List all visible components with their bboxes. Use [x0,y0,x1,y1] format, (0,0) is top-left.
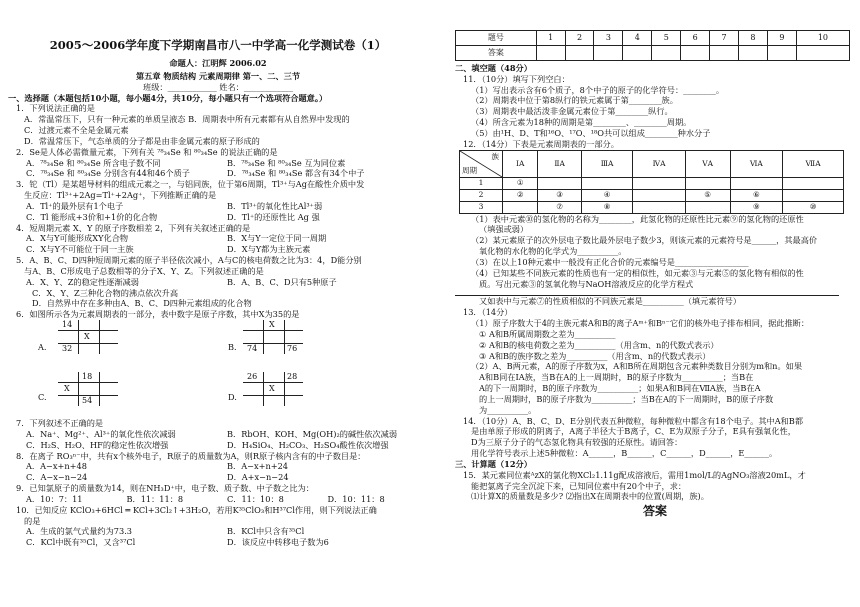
question-4-options-row2 [8,244,428,255]
question-12-4-cont: 质。写出元素③的氢氧化物与NaOH溶液反应的化学方程式 [479,278,694,289]
question-7: 7．下列叙述不正确的是 [16,418,104,429]
question-3-cont: 生反应：Tl³⁺+2Ag=Tl⁺+2Ag⁺，下列推断正确的是 [24,190,217,201]
option-c: C．Tl 能形成+3价和+1价的化合物 [26,211,158,222]
question-5: 5．A、B、C、D四种短周期元素的原子半径依次减小，A与C的核电荷数之比为3：4，D能分别 [16,255,362,266]
question-13-1: （1）原子序数大于4的主族元素A和B的离子Aᵐ⁺和Bⁿ⁻它们的核外电子排布相同，据此推断： [471,318,810,329]
table-cell [730,177,783,189]
question-3: 3．铊（Tl）是某超导材料的组成元素之一，与铝同族，位于第6周期，Tl³⁺与Ag在酸性介质中发 [16,179,365,190]
q6a-x: X [84,332,90,342]
option-c: C．⁷⁸₃₄Se 和 ⁸⁰₃₄Se 分别含有44和46个质子 [26,168,190,179]
option-d: D．X与Y都为主族元素 [227,244,311,255]
question-12-2-cont: 氧化物的水化物的化学式为__________。 [479,246,627,257]
question-13-2: （2）A、B两元素，A的原子序数为x，A和B所在周期包含元素种类数目分别为m和n。如果 [471,361,803,372]
option-c: C．X与Y不可能位于同一主族 [26,244,134,255]
answer-cell[interactable] [681,46,710,61]
question-15: 15．某元素同位素ᴬzX的氯化物XCl₂1.11g配成溶液后，需用1mol/L的AgNO₃溶液20mL，才 [463,469,806,480]
question-15-cont2: ⑴计算X的质量数是多少? ⑵指出X在周期表中的位置(周期，族)。 [471,491,709,502]
option-b: B．⁷⁸₃₄Se 和 ⁸⁰₃₄Se 互为同位素 [227,157,346,168]
table-cell [633,189,686,201]
question-11-1: （1）写出表示含有6个质子，8个中子的原子的化学符号：________。 [471,84,725,95]
q6-label-b: B. [228,342,237,353]
question-3-options-row1 [8,201,428,212]
option-b: B．RbOH、KOH、Mg(OH)₂的碱性依次减弱 [227,428,398,439]
answer-grid-header: 8 [739,31,768,46]
answer-grid-header: 3 [594,31,623,46]
question-13-2e: 为__________。 [479,404,537,415]
answer-grid-header: 10 [796,31,849,46]
table-cell: ③ [538,189,581,201]
table-cell: ⑦ [538,201,581,213]
answer-grid-answer-row [456,46,850,61]
question-1-option-c: C．过渡元素不全是金属元素 [24,125,129,136]
right-column [455,0,855,520]
group-header: ⅠA [503,150,538,177]
answer-row-label: 答案 [456,46,537,61]
q6b-x: X [269,320,275,330]
question-5-option-c: C．X、Y、Z三种化合物的沸点依次升高 [32,287,179,298]
table-cell: ⑨ [730,201,783,213]
question-13: 13．（14分） [463,307,513,318]
answer-cell[interactable] [739,46,768,61]
question-14-cont: 是由单原子形成的阴离子，A离子半径大于B离子，C、E为双原子分子，E具有强氧化性， [471,426,796,437]
question-12-4-cont2: 又如表中与元素⑦的性质相似的不同族元素是__________（填元素符号） [479,296,742,307]
question-1-option-ab: A．常温常压下，只有一种元素的单质呈液态 B．周期表中所有元素都有从自然界中发现的 [24,114,350,125]
question-11-2: （2）周期表中位于第8纵行的铁元素属于第________族。 [471,95,678,106]
chapter-line: 第五章 物质结构 元素周期律 第一、二、三节 [135,71,301,81]
question-5-options-row1 [8,277,428,288]
question-7-options-row2 [8,440,428,451]
answer-cell[interactable] [623,46,652,61]
q6b-num-left: 74 [247,344,258,354]
option-c: C．11：10：8 [227,493,284,504]
table-cell: ① [503,177,538,189]
question-12-3: （3）在以上10种元素中一般没有正化合价的元素编号是__________________ [471,256,749,267]
question-4: 4．短周期元素 X、Y 的原子序数相差 2，下列有关叙述正确的是 [16,222,251,233]
answer-grid-header: 7 [710,31,739,46]
q6-label-d: D. [228,392,237,403]
answer-grid [455,30,850,61]
q6-figure-c [58,372,148,424]
answer-cell[interactable] [594,46,623,61]
section-3-heading: 三、计算题（12分） [455,458,532,469]
question-13-1c: ③ A和B的族序数之差为__________（用含m、n的代数式表示） [479,350,711,361]
option-a: A．X与Y可能形成XY化合物 [26,233,129,244]
question-3-options-row2 [8,212,428,223]
question-13-1a: ① A和B所属周期数之差为__________ [479,328,616,339]
answer-grid-header: 5 [652,31,681,46]
question-9-options [8,494,428,505]
question-12-1-cont: （填强或弱） [479,224,529,235]
left-column [8,0,428,548]
table-cell: ⑧ [581,201,633,213]
table-cell: ⑤ [685,189,730,201]
q6d-num-left: 26 [247,372,258,382]
question-2: 2．Se是人体必需微量元素，下列有关 ⁷⁸₃₄Se 和 ⁸⁰₃₄Se 的说法正确的是 [16,146,278,157]
table-cell [633,177,686,189]
section-2-heading: 二、填空题（48分） [455,63,532,73]
option-a: A．生成的氯气式量约为73.3 [26,526,133,537]
group-header: ⅡA [538,150,581,177]
table-cell [633,201,686,213]
q6c-num-bottom: 54 [82,396,93,406]
question-15-cont: 能把氯离子完全沉淀下来，已知同位素中有20个中子，求： [471,480,687,491]
q6b-num-right: 76 [287,344,298,354]
corner-label-group: 族 [491,151,499,161]
question-5-option-d: D．自然界中存在多种由A、B、C、D四种元素组成的化合物 [32,298,252,309]
period-label: 3 [460,201,503,213]
table-cell [783,177,844,189]
question-11-3: （3）周期表中最活泼非金属元素位于第________纵行。 [471,106,673,117]
table-cell [538,177,581,189]
question-14-cont3: 用化学符号表示上述5种微粒：A______，B______，C______，D______，E______。 [471,448,778,459]
answer-grid-header: 2 [565,31,594,46]
question-12: 12．（14分）下表是元素周期表的一部分。 [463,138,619,149]
answer-heading: 答案 [642,504,667,519]
option-a: A．X、Y、Z的稳定性逐渐减弱 [26,276,139,287]
q6a-num-top: 14 [62,320,73,330]
q6d-num-right: 28 [287,372,298,382]
question-8-options-row1 [8,461,428,472]
question-10: 10．已知反应 KClO₃+6HCl ═ KCl+3Cl₂↑+3H₂O，若用K³⁵ClO₃和H³⁷Cl作用，则下列说法正确 [16,504,377,515]
option-d: D．该反应中转移电子数为6 [227,537,329,548]
answer-blank-line[interactable] [455,289,839,296]
answer-grid-header: 1 [536,31,565,46]
question-14-cont2: D为三原子分子的气态氢化物具有较强的还原性。请回答： [471,437,683,448]
answer-cell[interactable] [536,46,565,61]
answer-grid-header: 9 [767,31,796,46]
question-10-options-row1 [8,526,428,537]
option-a: A．10：7：11 [26,493,83,504]
period-label: 2 [460,189,503,201]
q6-label-c: C. [38,392,47,403]
option-d: D．10：11：8 [327,493,385,504]
group-header: ⅦA [783,150,844,177]
question-12-4: （4）已知某些不同族元素的性质也有一定的相似性，如元素③与元素⑤的氢化物有相似的性 [471,267,804,278]
answer-cell[interactable] [652,46,681,61]
question-14: 14．（10分）A、B、C、D、E分别代表五种微粒，每种微粒中都含有18个电子。其中A和B都 [463,415,804,426]
group-header: ⅣA [633,150,686,177]
periodic-table-corner [460,150,503,177]
table-cell [685,201,730,213]
option-b: B．KCl中只含有³⁵Cl [227,526,305,537]
group-header: ⅥA [730,150,783,177]
question-13-1b: ② A和B的核电荷数之差为__________（用含m、n的代数式表示） [479,339,719,350]
option-b: B．X与Y一定位于同一周期 [227,233,327,244]
answer-cell[interactable] [565,46,594,61]
q6a-num-bottom: 32 [62,344,73,354]
option-b: B．A、B、C、D只有5种原子 [227,276,337,287]
question-4-options-row1 [8,233,428,244]
q6-figure-b [243,320,333,372]
question-13-2b: A和B同在ⅠA族，当B在A的上一周期时，B的原子序数为__________；当B在 [479,372,754,383]
page-title: 2005～2006学年度下学期南昌市八一中学高一化学测试卷（1） [49,38,387,52]
question-6-figures [8,320,428,418]
table-cell: ④ [581,189,633,201]
question-8: 8．在离子 RO₃ⁿ⁻中，共有x个核外电子，R原子的质量数为A，则R原子核内含有的中子数目是： [16,450,366,461]
group-header: ⅤA [685,150,730,177]
table-cell: ⑩ [783,201,844,213]
question-2-options-row1 [8,158,428,169]
option-a: A．Na⁺、Mg²⁺、Al³⁺的氧化性依次减弱 [26,428,176,439]
question-7-options-row1 [8,429,428,440]
question-2-options-row2 [8,168,428,179]
option-a: A．A−x+n+48 [26,461,87,472]
period-label: 1 [460,177,503,189]
option-c: C．A−x−n−24 [26,472,88,483]
question-8-options-row2 [8,472,428,483]
section-1-heading: 一、选择题（本题包括10小题，每小题4分，共10分，每小题只有一个选项符合题意。） [8,92,328,103]
question-1-option-d: D．常温常压下，气态单质的分子都是由非金属元素的原子形成的 [24,135,260,146]
periodic-table-fragment [459,150,844,214]
answer-grid-header: 6 [681,31,710,46]
question-12-2: （2）某元素原子的次外层电子数比最外层电子数少3，则该元素的元素符号是______，其最高价 [471,235,818,246]
question-11-4: （4）所含元素为18种的周期是第________、________周期。 [471,117,692,128]
option-a: A．⁷⁸₃₄Se 和 ⁸⁰₃₄Se 所含电子数不同 [26,157,161,168]
q6d-x: X [269,384,275,394]
option-a: A．Tl⁺的最外层有1个电子 [26,200,124,211]
answer-cell[interactable] [767,46,796,61]
q6-figure-a [58,320,148,372]
question-10-options-row2 [8,537,428,548]
corner-label-period: 周期 [462,165,477,175]
question-5-cont: 与A、B、C形成电子总数相等的分子X、Y、Z。下列叙述正确的是 [24,265,264,276]
question-11: 11．（10分）填写下列空白： [463,73,570,84]
option-d: D．A+x−n−24 [227,472,289,483]
answer-grid-header: 题号 [456,31,537,46]
answer-cell[interactable] [796,46,849,61]
q6-figure-d [243,372,333,424]
option-b: B．11：11：8 [126,493,184,504]
class-name-line: 班级：____________ 姓名：____________ [143,81,293,92]
option-c: C．KCl中既有³⁵Cl，又含³⁷Cl [26,537,136,548]
question-11-5: （5）由¹H、D、T和¹⁶O、¹⁷O、¹⁸O共可以组成________种水分子 [471,127,711,138]
table-cell: ⑥ [730,189,783,201]
question-12-1: （1）表中元素⑩的氢化物的名称为________，此氢化物的还原性比元素⑨的氢化物的还原性 [471,213,804,224]
answer-grid-header: 4 [623,31,652,46]
question-10-cont: 的是 [24,515,41,526]
option-b: B．A−x+n+24 [227,461,289,472]
table-cell [503,201,538,213]
option-d: D．H₄SiO₄、H₂CO₃、H₂SO₄酸性依次增强 [227,439,389,450]
table-cell: ② [503,189,538,201]
question-1: 1．下列说法正确的是 [16,103,95,114]
question-13-2d: 的上一周期时，B的原子序数为__________；当B在A的下一周期时，B的原子序数 [479,393,774,404]
option-b: B．Tl³⁺的氧化性比Al³⁺弱 [227,200,323,211]
option-d: D．⁷⁸₃₄Se 和 ⁸⁰₃₄Se 都含有34个中子 [227,168,365,179]
table-cell [581,177,633,189]
author-line: 命题人：江明辉 2006.02 [169,58,267,69]
question-6: 6．如图所示各为元素周期表的一部分，表中数字是原子序数，其中X为35的是 [16,309,300,320]
table-cell [685,177,730,189]
q6c-num-top: 18 [82,372,93,382]
answer-cell[interactable] [710,46,739,61]
q6-label-a: A. [38,342,47,353]
question-9: 9．已知氯原子的质量数为14，则在NH₃D⁺中，电子数、质子数、中子数之比为： [16,483,314,494]
table-cell [783,189,844,201]
option-d: D．Tl⁺的还原性比 Ag 强 [227,211,320,222]
group-header: ⅢA [581,150,633,177]
question-13-2c: A的下一周期时，B的原子序数为__________；如果A和B同在ⅦA族，当B在A [479,383,761,394]
option-c: C．H₂S、H₂O、HF的稳定性依次增强 [26,439,169,450]
answer-grid-header-row [456,31,850,46]
q6c-x: X [64,384,70,394]
